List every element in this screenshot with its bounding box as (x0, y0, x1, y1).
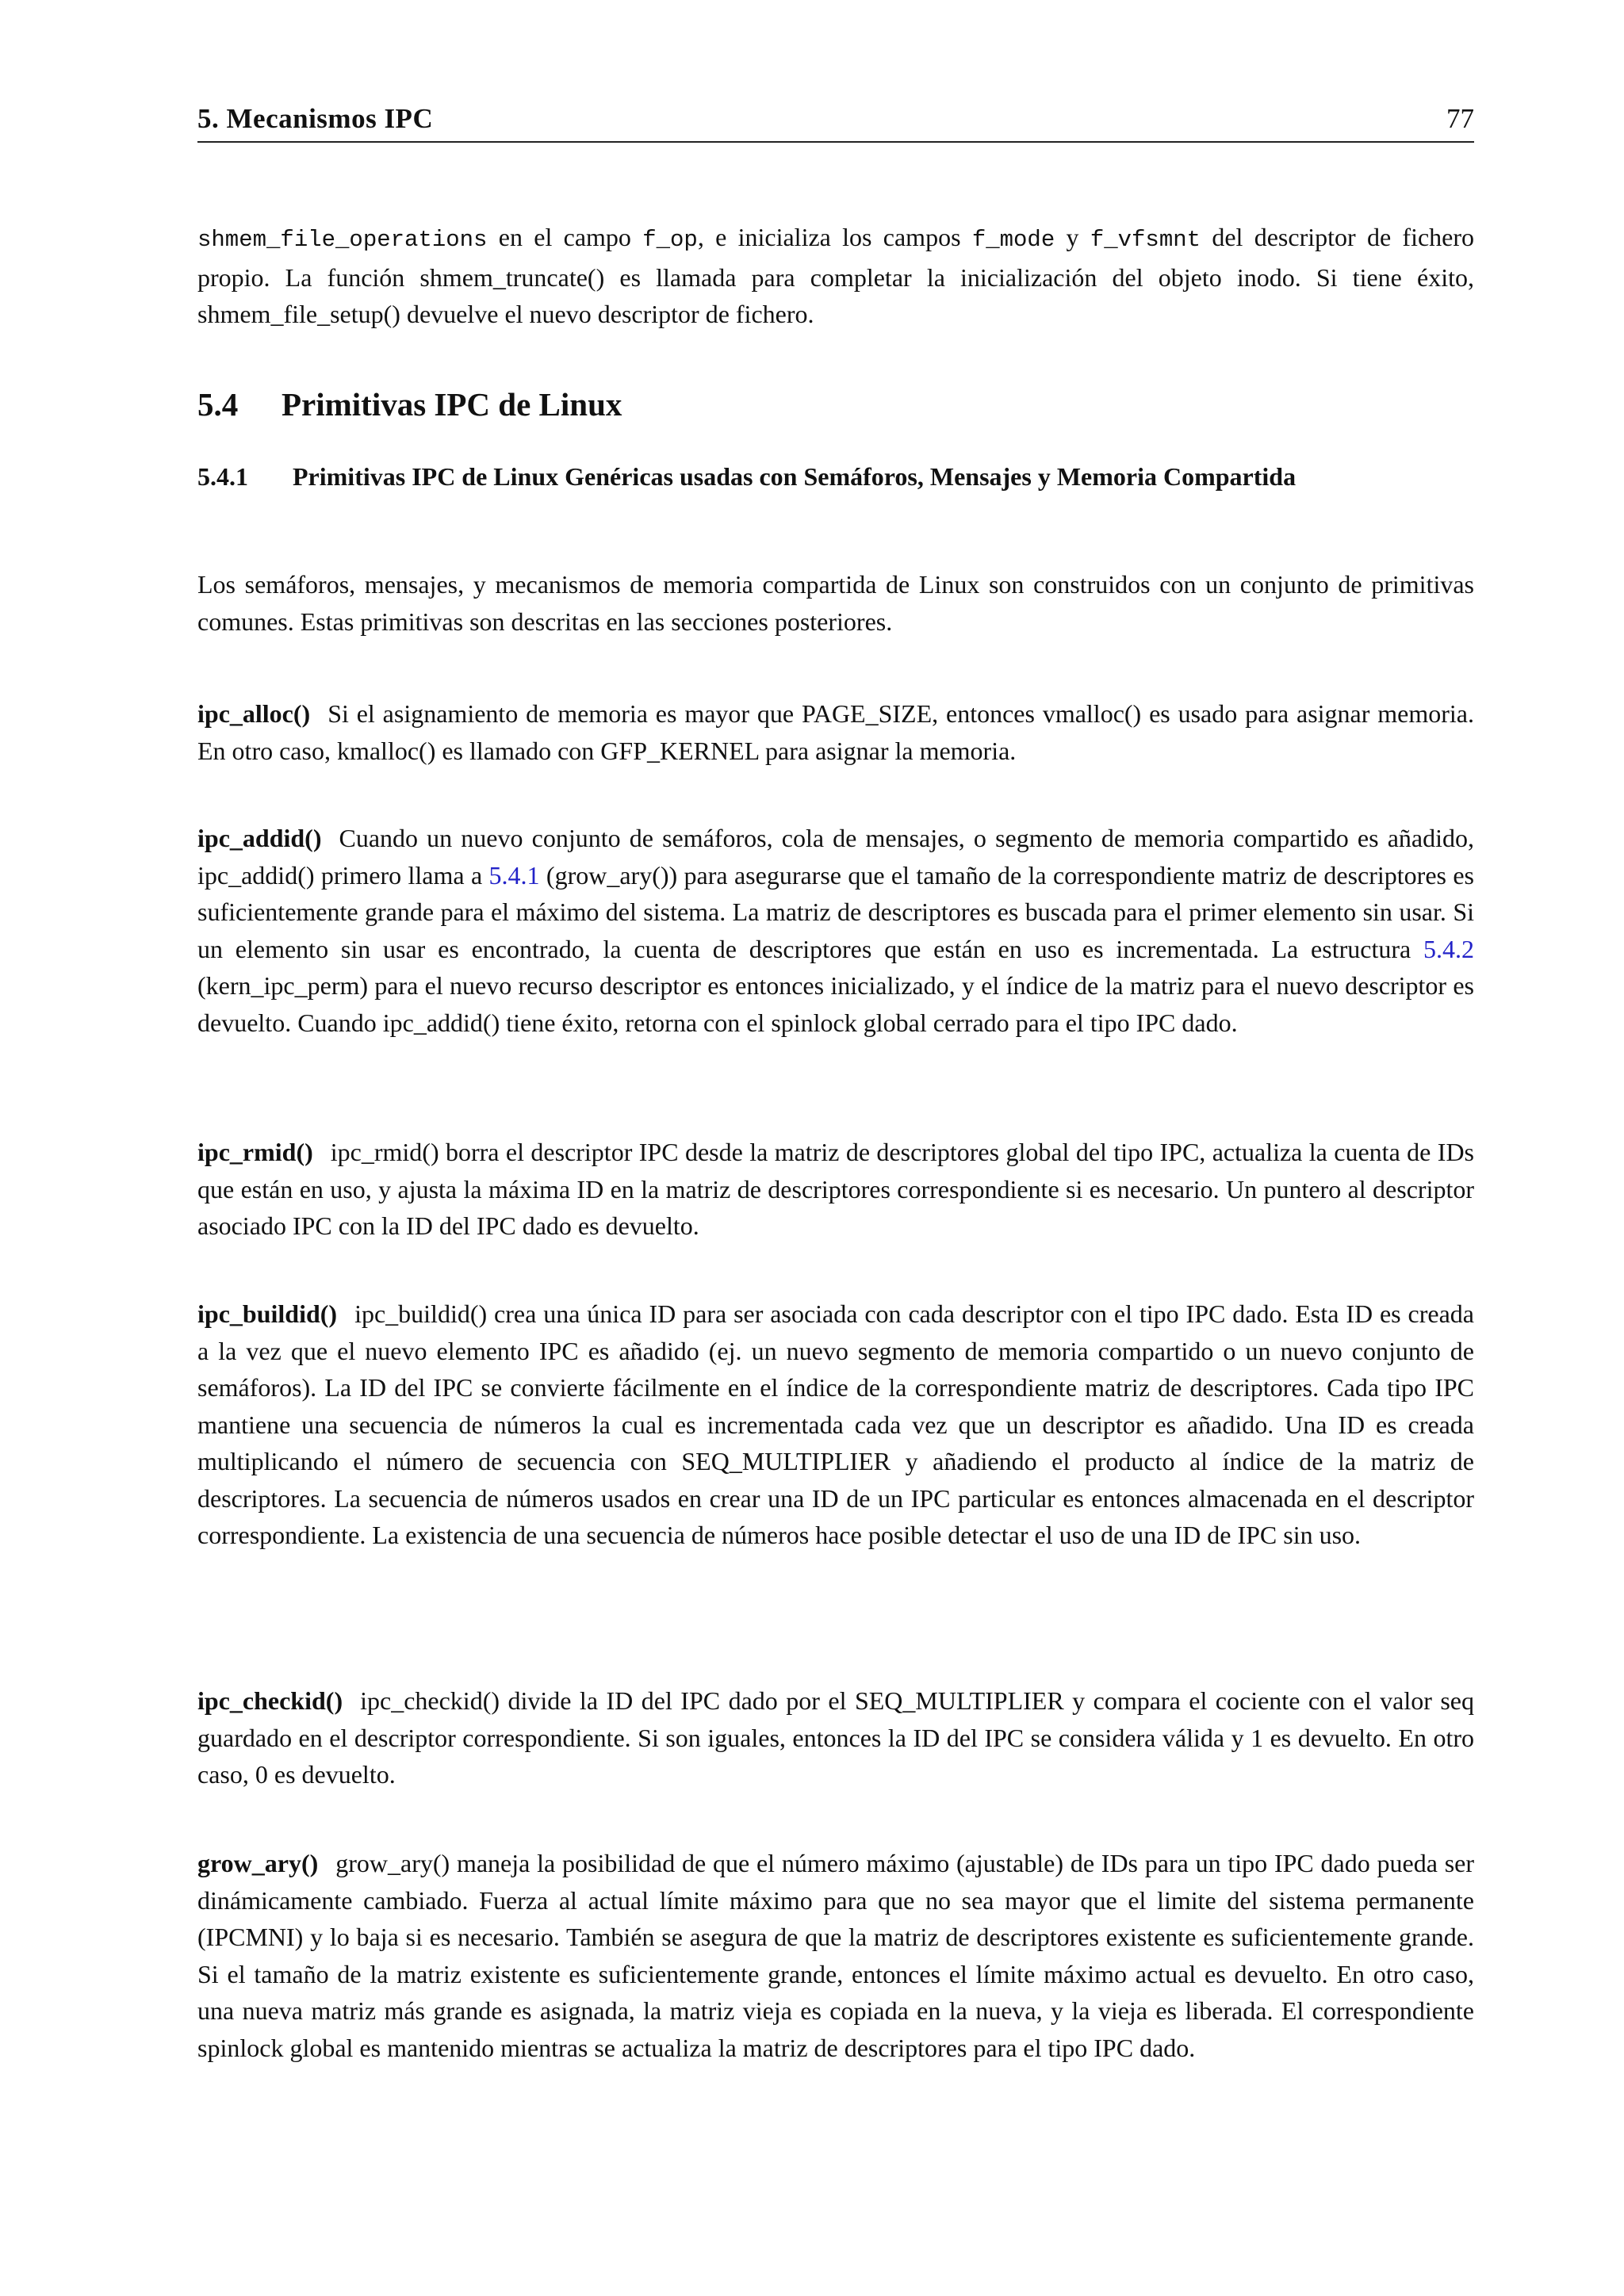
desc-ipc-buildid: ipc_buildid() crea una única ID para ser asociada con cada descriptor con el tipo IPC dado. Esta ID es creada a la vez que el nuevo elemento IPC es añadido (ej. un nuevo segmento de memoria compartido o un nuevo conjunto de semáforos). La ID del IPC se convierte fácilmente en el índice de la correspondiente matriz de descriptores. Cada tipo IPC mantiene una secuencia de números la cual es incrementada cada vez que un descriptor es añadido. Una ID es creada multiplicando el número de secuencia con SEQ_MULTIPLIER y añadiendo el producto al índice de la matriz de descriptores. La secuencia de números usados en crear una ID de un IPC particular es entonces almacenada en el descriptor correspondiente. La existencia de una secuencia de números hace posible detectar el uso de una ID de IPC sin uso. (197, 1299, 1474, 1549)
entry-grow-ary (197, 1845, 1474, 2066)
running-header (197, 101, 1474, 143)
page-number: 77 (1446, 103, 1474, 134)
desc-ipc-checkid: ipc_checkid() divide la ID del IPC dado por el SEQ_MULTIPLIER y compara el cociente con el valor seq guardado en el descriptor correspondiente. Si son iguales, entonces la ID del IPC se considera válida y 1 es devuelto. En otro caso, 0 es devuelto. (197, 1686, 1474, 1789)
section-number: 5.4 (197, 386, 239, 423)
intro-paragraph (197, 219, 1474, 333)
term-ipc-buildid: ipc_buildid() (197, 1299, 338, 1328)
term-ipc-checkid: ipc_checkid() (197, 1686, 343, 1715)
term-ipc-alloc: ipc_alloc() (197, 699, 311, 728)
subsection-number: 5.4.1 (197, 462, 248, 491)
entry-ipc-buildid (197, 1295, 1474, 1554)
subsection-heading (197, 458, 1474, 496)
entry-ipc-addid (197, 820, 1474, 1041)
entry-ipc-rmid (197, 1134, 1474, 1245)
code-f-op: f_op (642, 227, 698, 253)
term-ipc-addid: ipc_addid() (197, 824, 322, 852)
section-title: Primitivas IPC de Linux (282, 386, 622, 423)
intro-text-2: , e inicializa los campos (697, 223, 972, 251)
code-f-mode: f_mode (971, 227, 1055, 253)
term-ipc-rmid: ipc_rmid() (197, 1138, 313, 1166)
desc-ipc-addid-a: Cuando un nuevo conjunto de semáforos, cola de mensajes, o segmento de memoria compartido es añadido, ipc_addid() primero llama a (197, 824, 1474, 890)
term-grow-ary: grow_ary() (197, 1849, 319, 1877)
lead-paragraph: Los semáforos, mensajes, y mecanismos de memoria compartida de Linux son construidos con un conjunto de primitivas comunes. Estas primitivas son descritas en las secciones posteriores. (197, 570, 1474, 636)
subsection-title: Primitivas IPC de Linux Genéricas usadas con Semáforos, Mensajes y Memoria Compartida (293, 462, 1297, 491)
desc-grow-ary: grow_ary() maneja la posibilidad de que el número máximo (ajustable) de IDs para un tipo IPC dado pueda ser dinámicamente cambiado. Fuerza al actual límite máximo para que no sea mayor que el limite del sistema permanente (IPCMNI) y lo baja si es necesario. También se asegura de que la matriz de descriptores existente es suficientemente grande. Si el tamaño de la matriz existente es suficientemente grande, entonces el límite máximo actual es devuelto. En otro caso, una nueva matriz más grande es asignada, la matriz vieja es copiada en la nueva, y la vieja es liberada. El correspondiente spinlock global es mantenido mientras se actualiza la matriz de descriptores para el tipo IPC dado. (197, 1849, 1474, 2062)
intro-text-4: del descriptor de fichero propio. La función shmem_truncate() es llamada para completar la inicialización del objeto inodo. Si tiene éxito, shmem_file_setup() devuelve el nuevo descriptor de fichero. (197, 223, 1475, 328)
section-heading (197, 385, 622, 423)
desc-ipc-alloc: Si el asignamiento de memoria es mayor que PAGE_SIZE, entonces vmalloc() es usado para asignar memoria. En otro caso, kmalloc() es llamado con GFP_KERNEL para asignar la memoria. (197, 699, 1474, 765)
desc-ipc-addid-c: (kern_ipc_perm) para el nuevo recurso descriptor es entonces inicializado, y el índice de la matriz para el nuevo descriptor es devuelto. Cuando ipc_addid() tiene éxito, retorna con el spinlock global cerrado para el tipo IPC dado. (197, 971, 1474, 1037)
entry-ipc-checkid (197, 1682, 1474, 1793)
xref-link-5-4-1[interactable]: 5.4.1 (488, 860, 540, 890)
xref-link-5-4-2[interactable]: 5.4.2 (1423, 934, 1474, 963)
code-shmem-file-operations: shmem_file_operations (197, 227, 488, 253)
entry-ipc-alloc (197, 695, 1474, 769)
chapter-title: 5. Mecanismos IPC (197, 103, 434, 134)
intro-text-1: en el campo (487, 223, 643, 251)
code-f-vfsmnt: f_vfsmnt (1090, 227, 1201, 253)
desc-ipc-rmid: ipc_rmid() borra el descriptor IPC desde la matriz de descriptores global del tipo IPC, actualiza la cuenta de IDs que están en uso, y ajusta la máxima ID en la matriz de descriptores correspondiente si es necesario. Un puntero al descriptor asociado IPC con la ID del IPC dado es devuelto. (197, 1138, 1474, 1240)
intro-text-3: y (1055, 223, 1090, 251)
desc-ipc-addid-b: (grow_ary()) para asegurarse que el tamaño de la correspondiente matriz de descriptores es suficientemente grande para el máximo del sistema. La matriz de descriptores es buscada para el primer elemento sin usar. Si un elemento sin usar es encontrado, la cuenta de descriptores que están en uso es incrementada. La estructura (197, 860, 1475, 963)
